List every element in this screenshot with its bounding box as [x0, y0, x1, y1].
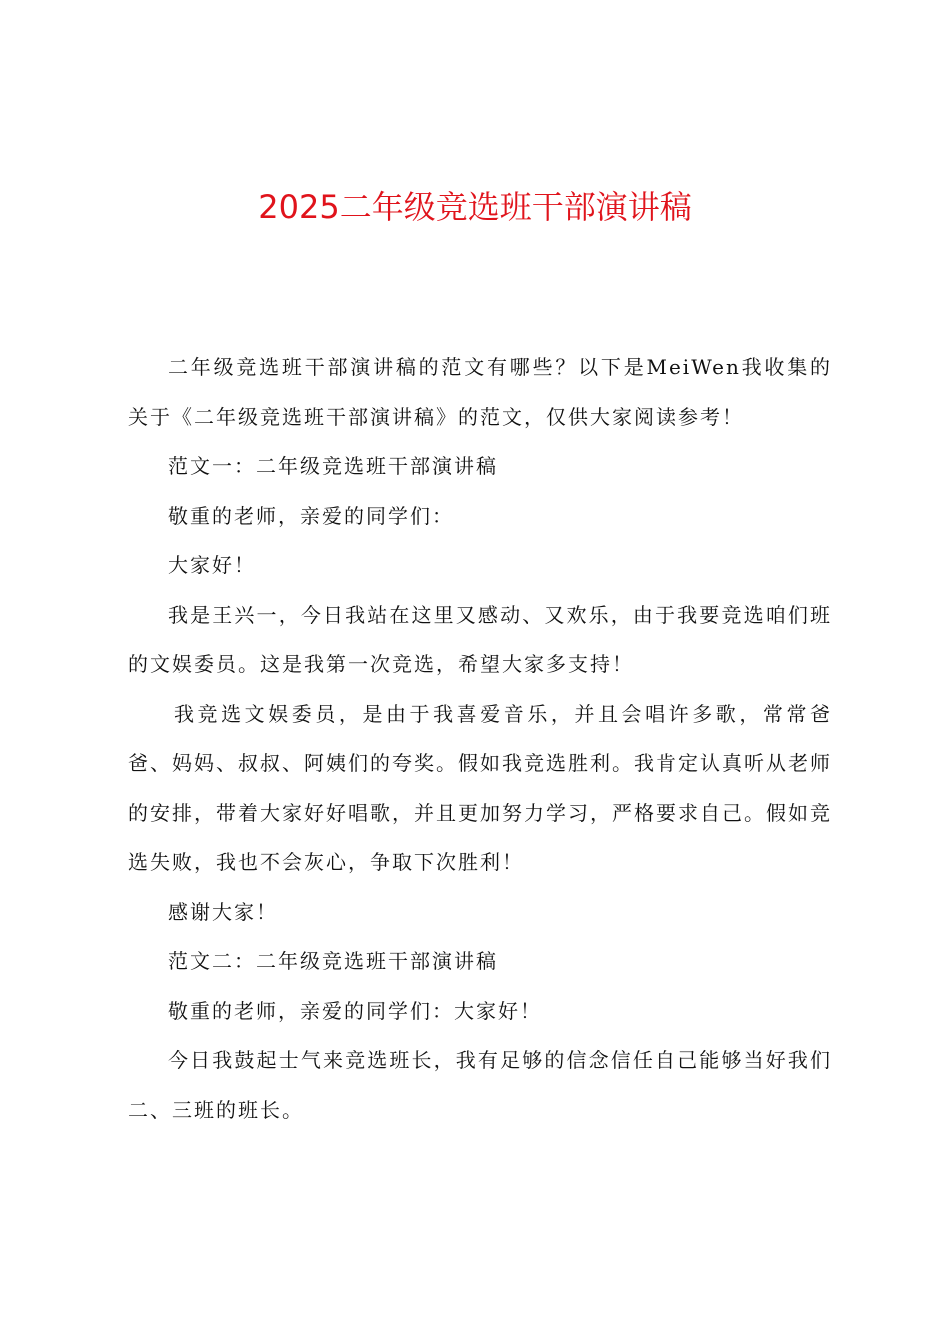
document-title: 2025二年级竞选班干部演讲稿 [258, 188, 692, 226]
speech-paragraph: 我竞选文娱委员，是由于我喜爱音乐，并且会唱许多歌，常常爸爸、妈妈、叔叔、阿姨们的夸奖。假如我竞选胜利。我肯定认真听从老师的安排，带着大家好好唱歌，并且更加努力学习，严格要求自己。假如竞选失败，我也不会灰心，争取下次胜利！ [128, 701, 832, 874]
document-body [128, 343, 832, 1135]
greeting: 大家好！ [168, 553, 256, 577]
speech-paragraph: 今日我鼓起士气来竞选班长，我有足够的信念信任自己能够当好我们二、三班的班长。 [128, 1048, 832, 1122]
salutation: 敬重的老师，亲爱的同学们： [168, 503, 454, 528]
salutation: 敬重的老师，亲爱的同学们：大家好！ [168, 998, 542, 1023]
sample-one-heading: 范文一：二年级竞选班干部演讲稿 [168, 454, 498, 478]
intro-paragraph: 二年级竞选班干部演讲稿的范文有哪些？以下是MeiWen我收集的关于《二年级竞选班干部演讲稿》的范文，仅供大家阅读参考！ [128, 355, 832, 429]
closing-thanks: 感谢大家！ [168, 899, 278, 924]
speech-paragraph: 我是王兴一，今日我站在这里又感动、又欢乐，由于我要竞选咱们班的文娱委员。这是我第一次竞选，希望大家多支持！ [128, 602, 832, 676]
sample-two-heading: 范文二：二年级竞选班干部演讲稿 [168, 949, 498, 973]
